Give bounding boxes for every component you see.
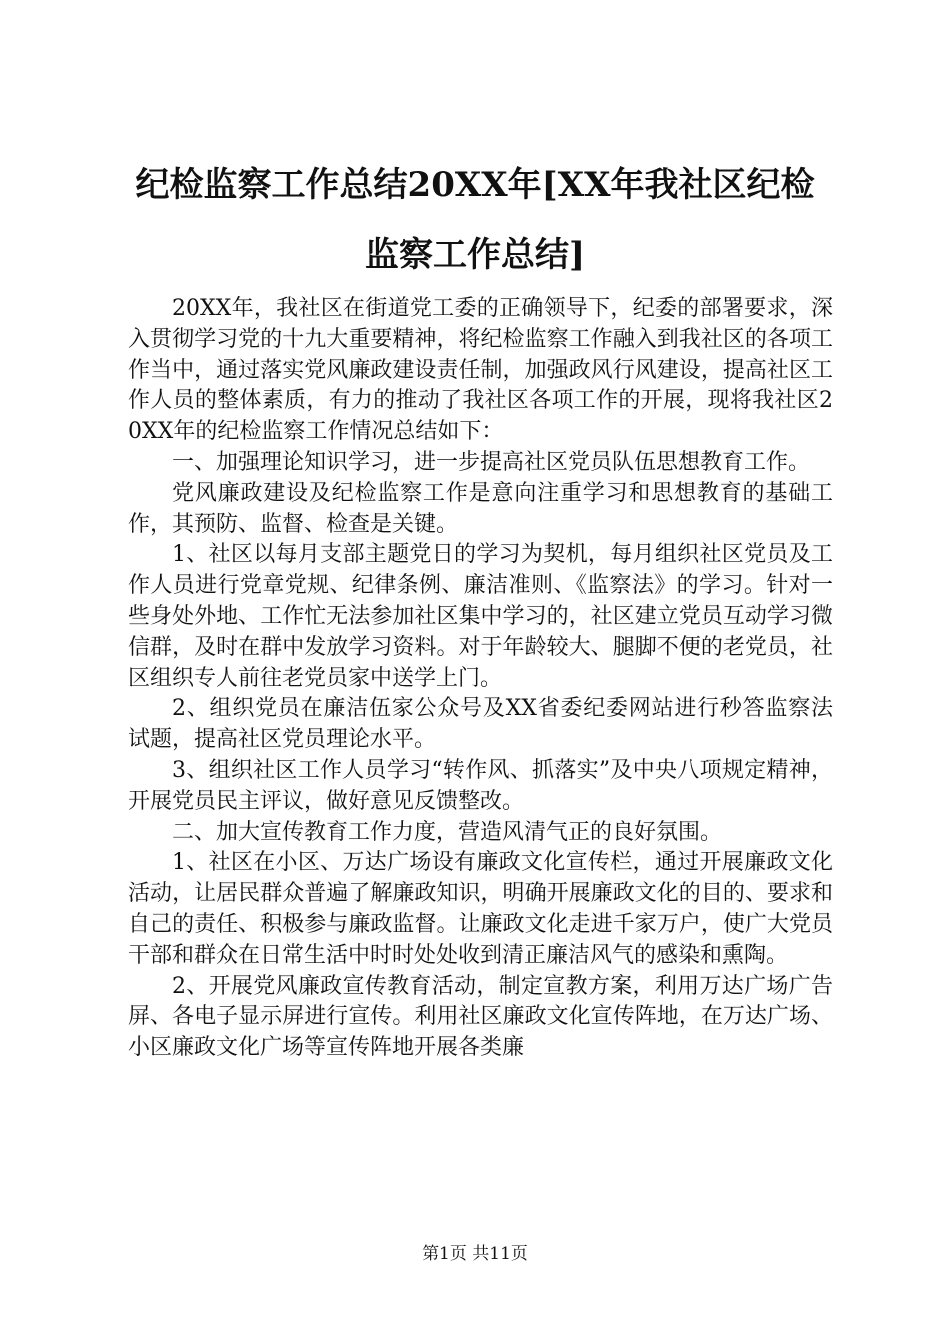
paragraph-section-1-intro: 党风廉政建设及纪检监察工作是意向注重学习和思想教育的基础工作，其预防、监督、检查是关键。 — [128, 480, 833, 537]
paragraph-section-1-item-1: 1、社区以每月支部主题党日的学习为契机，每月组织社区党员及工作人员进行党章党规、纪律条例、廉洁准则、《监察法》的学习。针对一些身处外地、工作忙无法参加社区集中学习的，社区建立党员互动学习微信群，及时在群中发放学习资料。对于年龄较大、腿脚不便的老党员，社区组织专人前往老党员家中送学上门。 — [128, 542, 833, 691]
paragraph-section-1-item-2: 2、组织党员在廉洁伍家公众号及XX省委纪委网站进行秒答监察法试题，提高社区党员理论水平。 — [128, 696, 833, 753]
document-body — [128, 294, 833, 1064]
paragraph-section-1-item-3: 3、组织社区工作人员学习“转作风、抓落实”及中央八项规定精神，开展党员民主评议，做好意见反馈整改。 — [128, 757, 833, 814]
section-heading-1: 一、加强理论知识学习，进一步提高社区党员队伍思想教育工作。 — [172, 449, 811, 475]
page-footer: 第1页 共11页 — [422, 1244, 528, 1264]
document-title: 纪检监察工作总结20XX年[XX年我社区纪检监察工作总结] — [135, 165, 815, 275]
paragraph-section-2-item-2: 2、开展党风廉政宣传教育活动，制定宣教方案，利用万达广场广告屏、各电子显示屏进行宣传。利用社区廉政文化宣传阵地，在万达广场、小区廉政文化广场等宣传阵地开展各类廉 — [128, 973, 833, 1061]
paragraph-section-2-item-1: 1、社区在小区、万达广场设有廉政文化宣传栏，通过开展廉政文化活动，让居民群众普遍了解廉政知识，明确开展廉政文化的目的、要求和自己的责任、积极参与廉政监督。让廉政文化走进千家万户，使广大党员干部和群众在日常生活中时时处处收到清正廉洁风气的感染和熏陶。 — [128, 850, 833, 968]
paragraph-intro: 20XX年，我社区在街道党工委的正确领导下，纪委的部署要求，深入贯彻学习党的十九大重要精神，将纪检监察工作融入到我社区的各项工作当中，通过落实党风廉政建设责任制，加强政风行风建设，提高社区工作人员的整体素质，有力的推动了我社区各项工作的开展，现将我社区20XX年的纪检监察工作情况总结如下： — [128, 296, 833, 445]
section-heading-2: 二、加大宣传教育工作力度，营造风清气正的良好氛围。 — [172, 819, 723, 845]
